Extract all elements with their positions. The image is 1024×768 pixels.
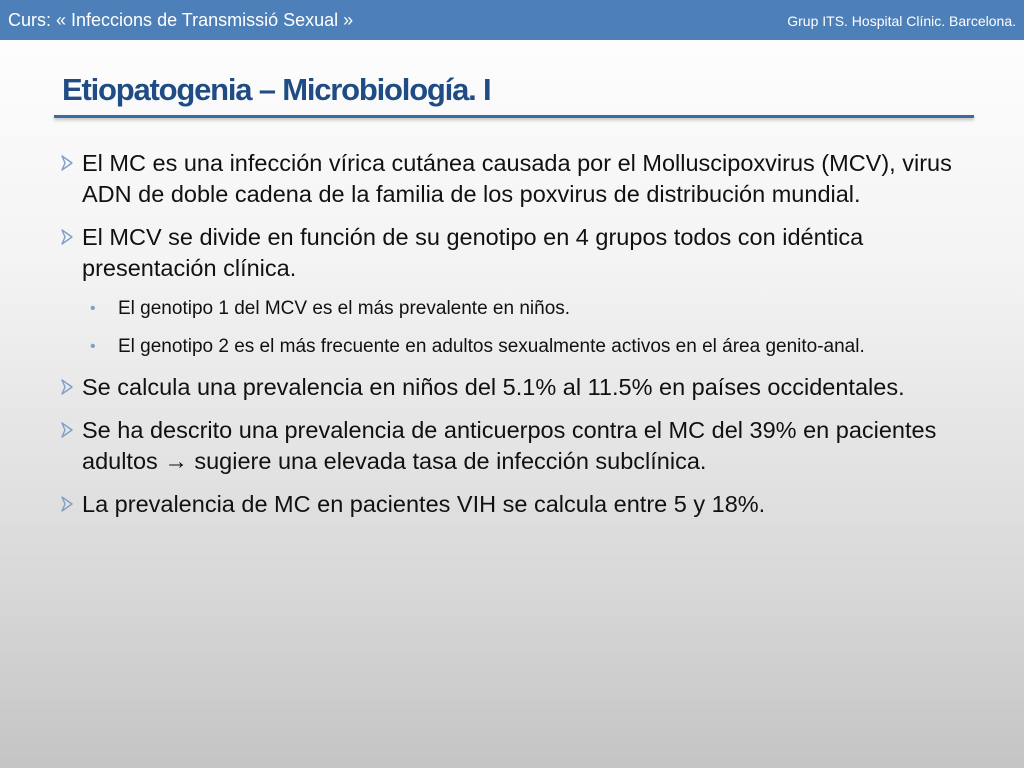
bullet-item <box>60 489 970 520</box>
dot-bullet-icon: • <box>90 338 96 355</box>
title-divider <box>54 115 974 118</box>
arrowhead-bullet-icon <box>60 422 74 438</box>
arrowhead-bullet-icon <box>60 379 74 395</box>
arrowhead-bullet-icon <box>60 229 74 245</box>
sub-bullet-text: El genotipo 1 del MCV es el más prevalente en niños. <box>118 298 571 319</box>
slide-title: Etiopatogenia – Microbiología. I <box>62 72 491 107</box>
bullet-text: Se calcula una prevalencia en niños del 5.1% al 11.5% en países occidentales. <box>82 374 905 400</box>
sub-bullet-text: El genotipo 2 es el más frecuente en adultos sexualmente activos en el área genito-anal. <box>118 336 865 357</box>
arrowhead-bullet-icon <box>60 155 74 171</box>
header-bar <box>0 0 1024 40</box>
bullet-item <box>60 415 970 477</box>
course-title: Curs: « Infeccions de Transmissió Sexual » <box>8 10 354 30</box>
bullet-text: El MCV se divide en función de su genotipo en 4 grupos todos con idéntica presentación clínica. <box>82 224 864 281</box>
dot-bullet-icon: • <box>90 300 96 317</box>
institution-label: Grup ITS. Hospital Clínic. Barcelona. <box>787 13 1016 29</box>
bullet-item <box>60 372 970 403</box>
sub-bullet-item <box>90 334 970 360</box>
arrowhead-bullet-icon <box>60 496 74 512</box>
bullet-text: Se ha descrito una prevalencia de anticuerpos contra el MC del 39% en pacientes adultos → sugiere una elevada tasa de infección subclínica. <box>82 417 937 474</box>
slide-body <box>60 148 970 532</box>
sub-bullet-item <box>90 296 970 322</box>
bullet-text: El MC es una infección vírica cutánea causada por el Molluscipoxvirus (MCV), virus ADN de doble cadena de la familia de los poxvirus de distribución mundial. <box>82 150 952 207</box>
bullet-item <box>60 148 970 210</box>
bullet-item <box>60 222 970 284</box>
bullet-text: La prevalencia de MC en pacientes VIH se calcula entre 5 y 18%. <box>82 491 766 517</box>
